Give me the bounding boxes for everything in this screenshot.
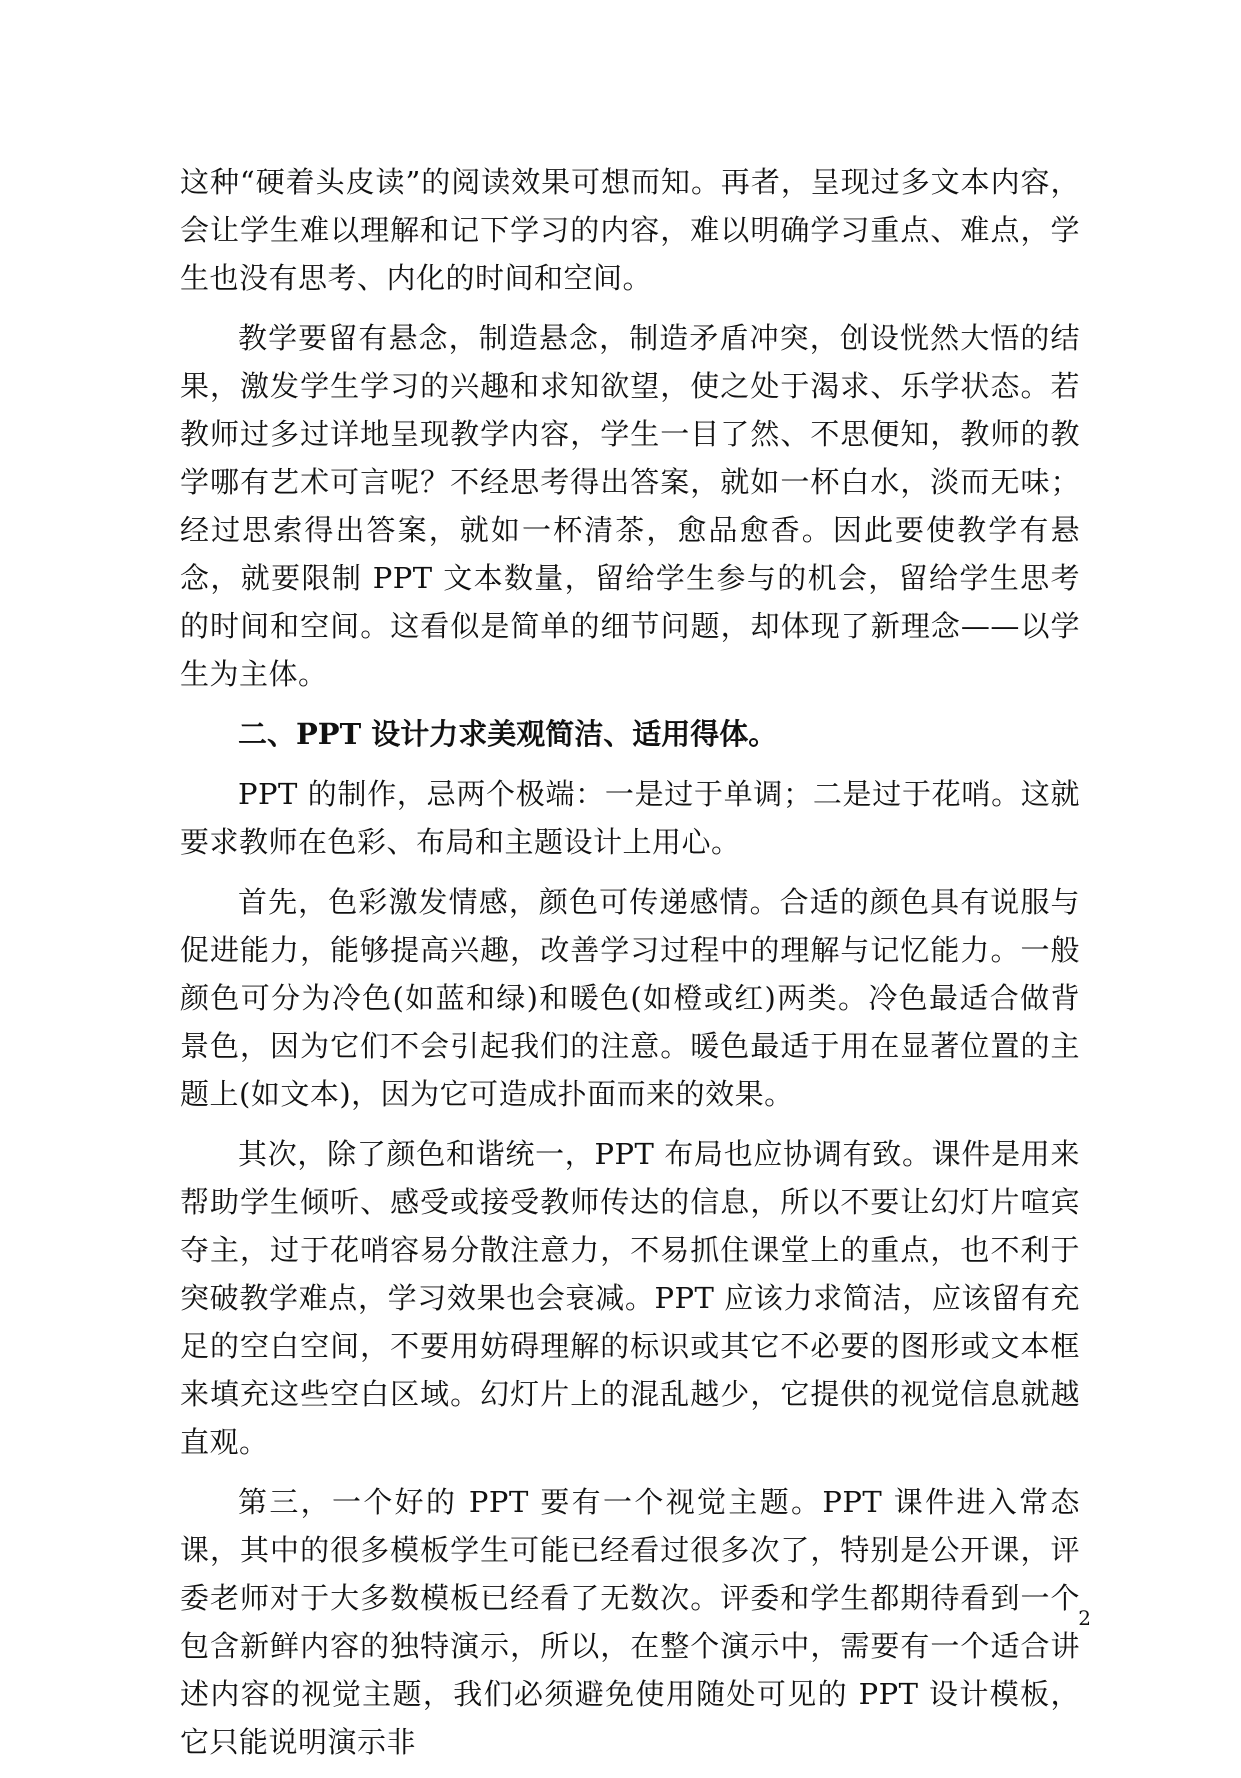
paragraph-4: 首先，色彩激发情感，颜色可传递感情。合适的颜色具有说服与促进能力，能够提高兴趣，改善学习过程中的理解与记忆能力。一般颜色可分为冷色(如蓝和绿)和暖色(如橙或红)两类。冷色最适合做背景色，因为它们不会引起我们的注意。暖色最适于用在显著位置的主题上(如文本)，因为它可造成扑面而来的效果。 [180, 885, 1080, 1111]
document-page [180, 158, 1080, 1778]
paragraph-1: 这种“硬着头皮读”的阅读效果可想而知。再者，呈现过多文本内容，会让学生难以理解和记下学习的内容，难以明确学习重点、难点，学生也没有思考、内化的时间和空间。 [180, 165, 1080, 295]
paragraph-2: 教学要留有悬念，制造悬念，制造矛盾冲突，创设恍然大悟的结果，激发学生学习的兴趣和求知欲望，使之处于渴求、乐学状态。若教师过多过详地呈现教学内容，学生一目了然、不思便知，教师的教学哪有艺术可言呢？不经思考得出答案，就如一杯白水，淡而无味；经过思索得出答案，就如一杯清茶，愈品愈香。因此要使教学有悬念，就要限制 PPT 文本数量，留给学生参与的机会，留给学生思考的时间和空间。这看似是简单的细节问题，却体现了新理念——以学生为主体。 [180, 321, 1080, 691]
page-number: 2 [1078, 1606, 1091, 1630]
paragraph-6: 第三，一个好的 PPT 要有一个视觉主题。PPT 课件进入常态课，其中的很多模板学生可能已经看过很多次了，特别是公开课，评委老师对于大多数模板已经看了无数次。评委和学生都期待看到一个包含新鲜内容的独特演示，所以，在整个演示中，需要有一个适合讲述内容的视觉主题，我们必须避免使用随处可见的 PPT 设计模板，它只能说明演示非 [180, 1485, 1080, 1759]
section-heading: 二、PPT 设计力求美观简洁、适用得体。 [238, 717, 778, 751]
paragraph-5: 其次，除了颜色和谐统一，PPT 布局也应协调有致。课件是用来帮助学生倾听、感受或接受教师传达的信息，所以不要让幻灯片喧宾夺主，过于花哨容易分散注意力，不易抓住课堂上的重点，也不利于突破教学难点，学习效果也会衰减。PPT 应该力求简洁，应该留有充足的空白空间，不要用妨碍理解的标识或其它不必要的图形或文本框来填充这些空白区域。幻灯片上的混乱越少，它提供的视觉信息就越直观。 [180, 1137, 1080, 1459]
paragraph-3: PPT 的制作，忌两个极端：一是过于单调；二是过于花哨。这就要求教师在色彩、布局和主题设计上用心。 [180, 777, 1080, 859]
